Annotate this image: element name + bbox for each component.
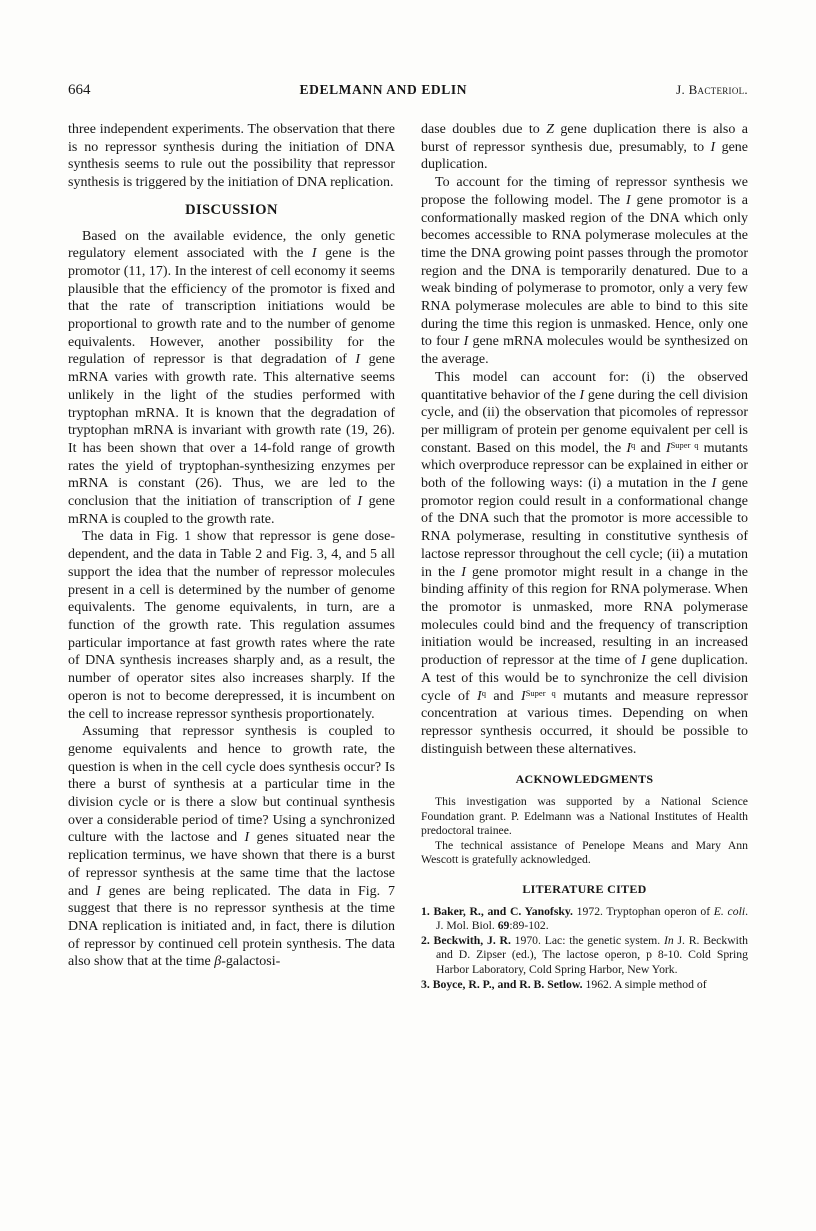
paragraph-continuation: dase doubles due to Z gene duplication there is also a burst of repressor synthesis due, presumably, to I gene duplication.: [421, 122, 749, 173]
reference-item: 1. Baker, R., and C. Yanofsky. 1972. Tryptophan operon of E. coli. J. Mol. Biol. 69:89-102.: [421, 904, 748, 933]
paragraph: Assuming that repressor synthesis is coupled to genome equivalents and hence to growth rate, the question is when in the cell cycle does synthesis occur? Is there a burst of synthesis at a particular time in the division cycle or is there a slow but continual synthesis over a considerable period of time? Using a synchronized culture with the lactose and I genes situated near the replication terminus, we have shown that there is a burst of repressor synthesis at the same time that the lactose and I genes are being replicated. The data in Fig. 7 suggest that there is no repressor synthesis at the time DNA replication is initiated and, in fact, there is dilution of repressor by continued cell protein synthesis. The data also show that at the time β-galactosi-: [68, 724, 395, 970]
paragraph: Based on the available evidence, the only genetic regulatory element associated with the I gene is the promotor (11, 17). In the interest of cell economy it seems plausible that the efficiency of the promotor is fixed and that the rate of transcription initiations would be proportional to growth rate and to the number of genome equivalents. However, another possibility for the regulation of repressor is that degradation of I gene mRNA varies with growth rate. This alternative seems unlikely in the light of the studies performed with tryptophan mRNA. It is known that the degradation of tryptophan mRNA is invariant with growth rate (19, 26). It has been shown that over a 14-fold range of growth rates the yield of tryptophan-synthesizing enzymes per mRNA is constant (26). Thus, we are led to the conclusion that the initiation of transcription of I gene mRNA is coupled to the growth rate.: [68, 228, 395, 527]
paragraph: This model can account for: (i) the observed quantitative behavior of the I gene during the cell division cycle, and (ii) the observation that picomoles of repressor per milligram of protein per genome equivalent per cell is constant. Based on this model, the $I^q$ and $I^{Super q}$ mutants which overproduce repressor can be explained in either or both of the following ways: (i) a mutation in the I gene promotor region could result in a conformational change of the DNA such that the promotor is more accessible to RNA polymerase, resulting in constitutive synthesis of lactose repressor throughout the cell cycle; (ii) a mutation in the I gene promotor might result in a change in the binding affinity of this region for RNA polymerase. When the promotor is unmasked, more RNA polymerase molecules could bind and the frequency of transcription initiation would be increased, resulting in an increased production of repressor at the time of I gene duplication. A test of this would be to synchronize the cell division cycle of $I^q$ and $I^{Super q}$ mutants and measure repressor concentration at various times. Depending on when repressor synthesis occurred, it should be possible to distinguish between these alternatives.: [421, 369, 748, 757]
literature-cited-heading: LITERATURE CITED: [522, 881, 647, 896]
running-title: EDELMANN AND EDLIN: [299, 82, 468, 97]
reference-item: 3. Boyce, R. P., and R. B. Setlow. 1962. A simple method of: [421, 977, 707, 991]
acknowledgments-paragraph: This investigation was supported by a National Science Foundation grant. P. Edelmann was a National Institutes of Health predoctoral trainee.: [421, 795, 748, 838]
discussion-heading: DISCUSSION: [185, 201, 278, 218]
journal-name: J. Bacteriol.: [676, 82, 748, 97]
acknowledgments-heading: ACKNOWLEDGMENTS: [515, 772, 654, 787]
right-column: [421, 121, 748, 992]
left-column: [68, 121, 395, 992]
reference-item: 2. Beckwith, J. R. 1970. Lac: the genetic system. In J. R. Beckwith and D. Zipser (ed.), The lactose operon, p 8-10. Cold Spring Harbor Laboratory, Cold Spring Harbor, New York.: [421, 933, 748, 977]
paragraph-continuation: three independent experiments. The observation that there is no repressor synthesis during the initiation of DNA synthesis seems to rule out the possibility that repressor synthesis is triggered by the initiation of DNA replication.: [68, 122, 395, 191]
paragraph: The data in Fig. 1 show that repressor is gene dose-dependent, and the data in Table 2 and Fig. 3, 4, and 5 all support the idea that the number of repressor molecules present in a cell is determined by the number of genome equivalents. The genome equivalents, in turn, are a function of the growth rate. This regulation assumes particular importance at fast growth rates where the rate of DNA synthesis increases sharply and, as a result, the number of operator sites also increases sharply. If the operon is not to become derepressed, it is incumbent on the cell to increase repressor synthesis proportionately.: [68, 529, 395, 722]
acknowledgments-paragraph: The technical assistance of Penelope Means and Mary Ann Wescott is gratefully acknowledged.: [421, 838, 748, 867]
page-number: 664: [68, 82, 91, 98]
page-header: [68, 82, 748, 99]
paragraph: To account for the timing of repressor synthesis we propose the following model. The I gene promotor is a conformationally masked region of the DNA which only becomes accessible to RNA polymerase molecules at the time the DNA growing point passes through the promotor region and the DNA is temporarily denatured. Due to a weak binding of polymerase to promotor, only a very few RNA polymerase molecules are able to bind to this site during the time this region is unmasked. Hence, only one to four I gene mRNA molecules would be synthesized on the average.: [421, 175, 748, 368]
two-column-body: [68, 121, 748, 992]
